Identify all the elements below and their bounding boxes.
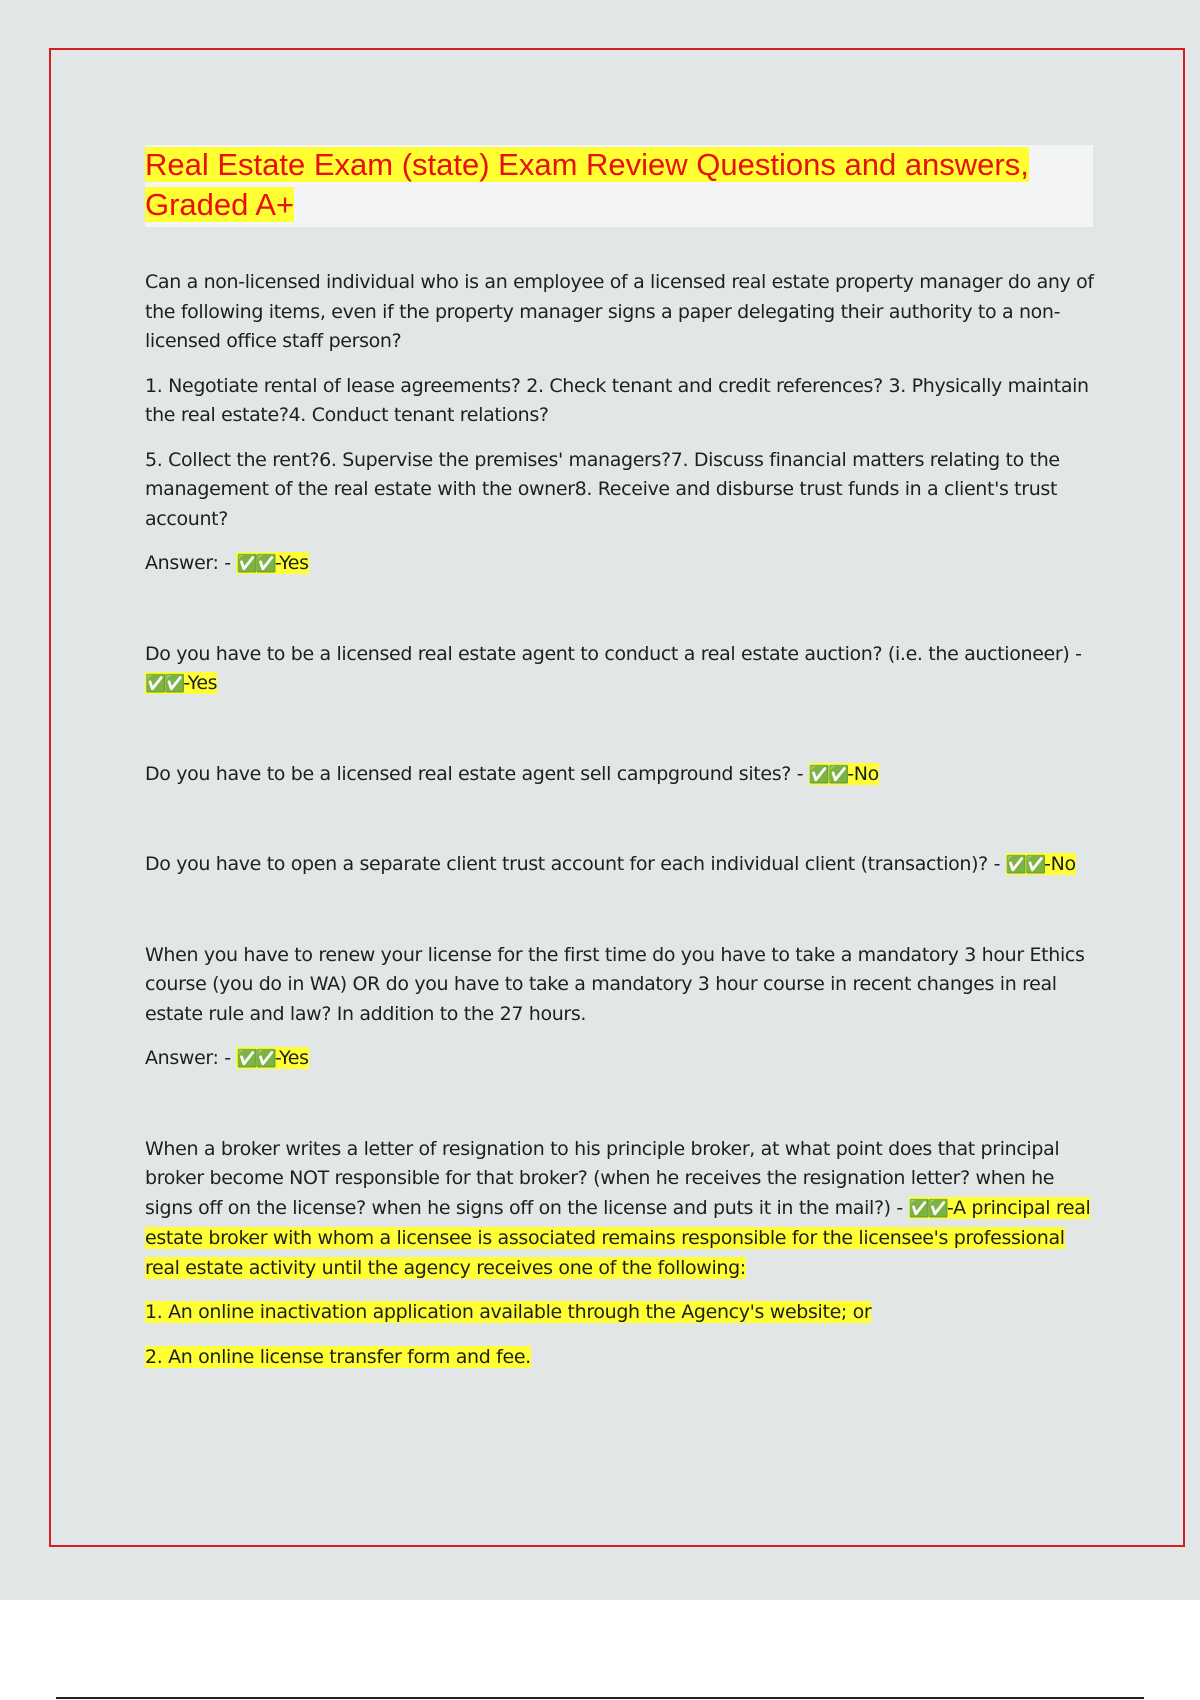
question-text: 5. Collect the rent?6. Supervise the premises' managers?7. Discuss financial matters relating to the management of the real estate with the owner8. Receive and disburse trust funds in a client's trust account? [145,448,1060,530]
double-check-icon: ✅✅ [236,1049,275,1069]
double-check-icon: ✅✅ [1005,855,1045,875]
document-title [145,145,1093,225]
answer-text: -Yes [274,1047,309,1069]
qa-item [145,850,1095,881]
answer-highlight [236,552,308,574]
spacer [145,896,1095,941]
answer-text: -No [1044,853,1076,875]
question-body: Do you have to be a licensed real estate agent to conduct a real estate auction? (i.e. the auctioneer) - [145,642,1082,665]
answer-list-item [145,1298,1095,1328]
question-text: 1. Negotiate rental of lease agreements? 2. Check tenant and credit references? 3. Physically maintain the real estate?4. Conduct tenant relations? [145,374,1089,426]
answer-list-item [145,1343,1095,1373]
question-text: When you have to renew your license for the first time do you have to take a mandatory 3 hour Ethics course (you do in WA) OR do you have to take a mandatory 3 hour course in recent changes in real estate rule and law? In addition to the 27 hours. [145,943,1085,1025]
answer-line [145,549,1095,580]
document-title-text: Real Estate Exam (state) Exam Review Questions and answers, Graded A+ [145,147,1029,222]
question-text [145,760,1095,791]
answer-highlight [1006,853,1076,875]
double-check-icon: ✅✅ [236,554,275,574]
answer-item-text: 1. An online inactivation application available through the Agency's website; or [145,1301,872,1323]
answer-text: -Yes [274,552,309,574]
answer-highlight [145,672,217,694]
question-text: Can a non-licensed individual who is an employee of a licensed real estate property manager do any of the following items, even if the property manager signs a paper delegating their authority to a non-licensed office staff person? [145,271,1094,352]
question-text [145,640,1095,700]
question-text [145,850,1095,881]
spacer [145,595,1095,640]
spacer [145,715,1095,760]
title-box [145,145,1093,227]
question-body: Do you have to be a licensed real estate agent sell campground sites? - [145,762,809,785]
qa-item [145,941,1095,1075]
answer-line [145,1044,1095,1075]
answer-prefix: Answer: - [145,552,237,574]
double-check-icon: ✅✅ [908,1198,947,1219]
double-check-icon: ✅✅ [808,764,848,785]
answer-text: -No [847,762,879,785]
answer-highlight [236,1047,308,1069]
spacer [145,1090,1095,1135]
qa-item [145,268,1095,580]
spacer [145,805,1095,850]
answer-prefix: Answer: - [145,1047,237,1069]
answer-text: -Yes [183,672,218,694]
question-text [145,1135,1095,1284]
answer-item-text: 2. An online license transfer form and fee. [145,1345,531,1368]
qa-item [145,760,1095,791]
answer-text: -A principal real estate broker with whom a licensee is associated remains responsible for the licensee's professional real estate activity until the agency receives one of the following: [145,1196,1091,1279]
qa-item [145,1135,1095,1373]
answer-highlight [809,763,879,785]
qa-item [145,640,1095,700]
document-body [145,268,1095,1387]
double-check-icon: ✅✅ [145,674,184,694]
question-body: When a broker writes a letter of resignation to his principle broker, at what point does that principal broker become NOT responsible for that broker? (when he receives the resignation letter? when he signs off on the license? when he signs off on the license and puts it in the mail?) - [145,1137,1060,1219]
page-bottom-rule [56,1697,1144,1699]
question-body: Do you have to open a separate client trust account for each individual client (transaction)? - [145,853,1006,875]
